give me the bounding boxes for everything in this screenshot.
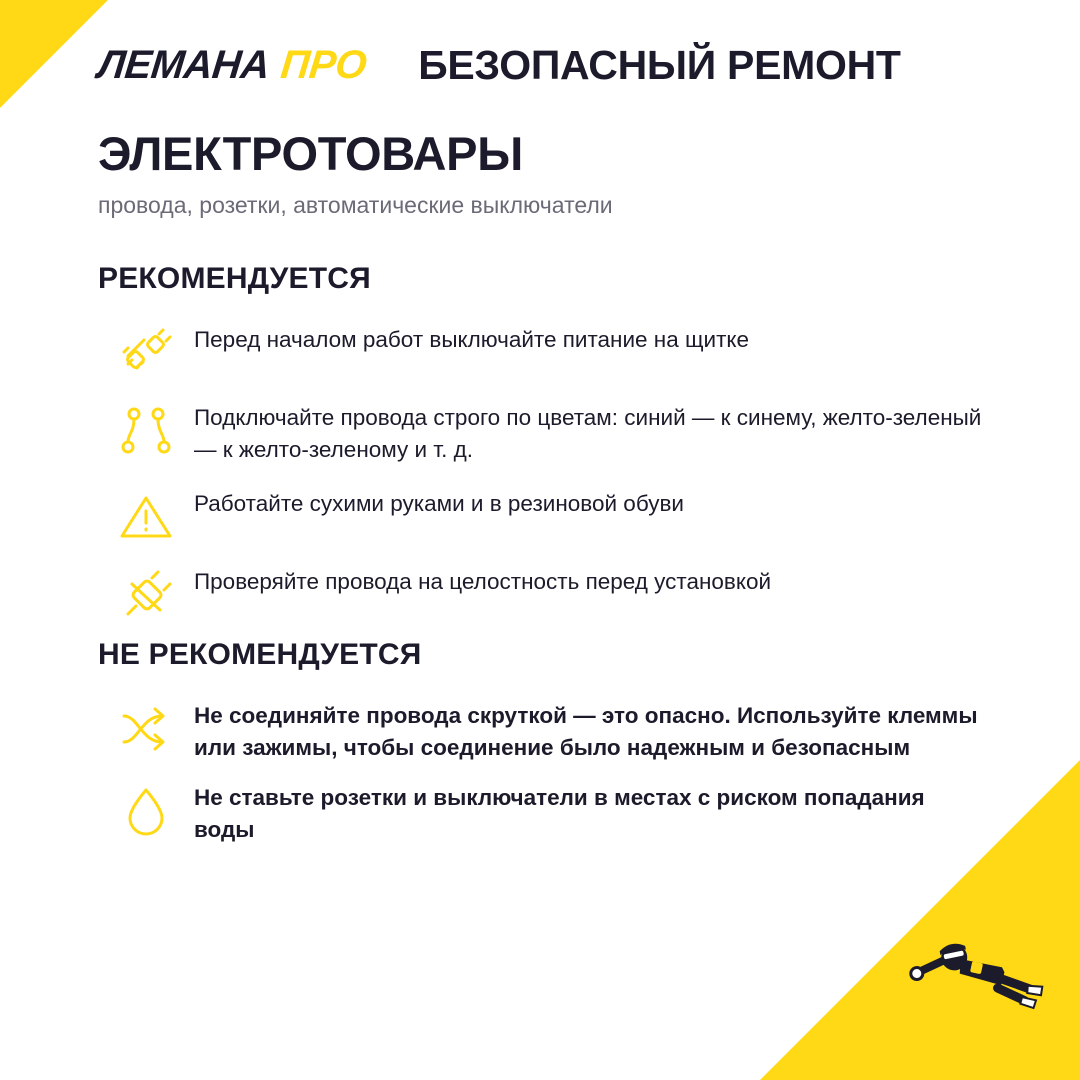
list-item-text: Работайте сухими руками и в резиновой обуви xyxy=(194,490,684,516)
section-heading-recommended: РЕКОМЕНДУЕТСЯ xyxy=(98,262,371,295)
list-item xyxy=(98,700,1010,764)
list-item-text: Проверяйте провода на целостность перед установкой xyxy=(194,568,772,594)
list-item-text: Подключайте провода строго по цветам: синий — к синему, желто-зеленый — к желто-зеленому и т. д. xyxy=(194,405,982,462)
page-subtitle: провода, розетки, автоматические выключатели xyxy=(98,192,613,218)
header xyxy=(95,42,1000,89)
warning-triangle-icon xyxy=(98,488,194,544)
plug-check-icon xyxy=(98,566,194,622)
plug-connect-icon xyxy=(98,324,194,380)
section-not-recommended xyxy=(98,638,1010,864)
flying-worker-mascot xyxy=(902,908,1052,1038)
brand-logo xyxy=(95,43,369,88)
wires-colors-icon xyxy=(98,402,194,458)
water-drop-icon xyxy=(98,782,194,838)
list-item xyxy=(98,324,1010,380)
list-item xyxy=(98,782,1010,846)
section-heading-not-recommended: НЕ РЕКОМЕНДУЕТСЯ xyxy=(98,638,422,671)
list-item xyxy=(98,402,1010,466)
page-title: ЭЛЕКТРОТОВАРЫ xyxy=(98,127,523,180)
section-recommended xyxy=(98,262,1010,644)
list-item xyxy=(98,566,1010,622)
list-item-text: Перед началом работ выключайте питание на щитке xyxy=(194,327,749,352)
list-item xyxy=(98,488,1010,544)
twisted-wires-icon xyxy=(98,700,194,756)
corner-decoration-top-left xyxy=(0,0,108,108)
campaign-title: БЕЗОПАСНЫЙ РЕМОНТ xyxy=(418,42,901,88)
list-item-text: Не соединяйте провода скруткой — это опасно. Используйте клеммы или зажимы, чтобы соединение было надежным и безопасным xyxy=(194,703,978,760)
brand-logo-accent: ПРО xyxy=(278,43,369,87)
brand-logo-main: ЛЕМАНА xyxy=(95,43,272,87)
list-item-text: Не ставьте розетки и выключатели в местах с риском попадания воды xyxy=(194,784,925,842)
